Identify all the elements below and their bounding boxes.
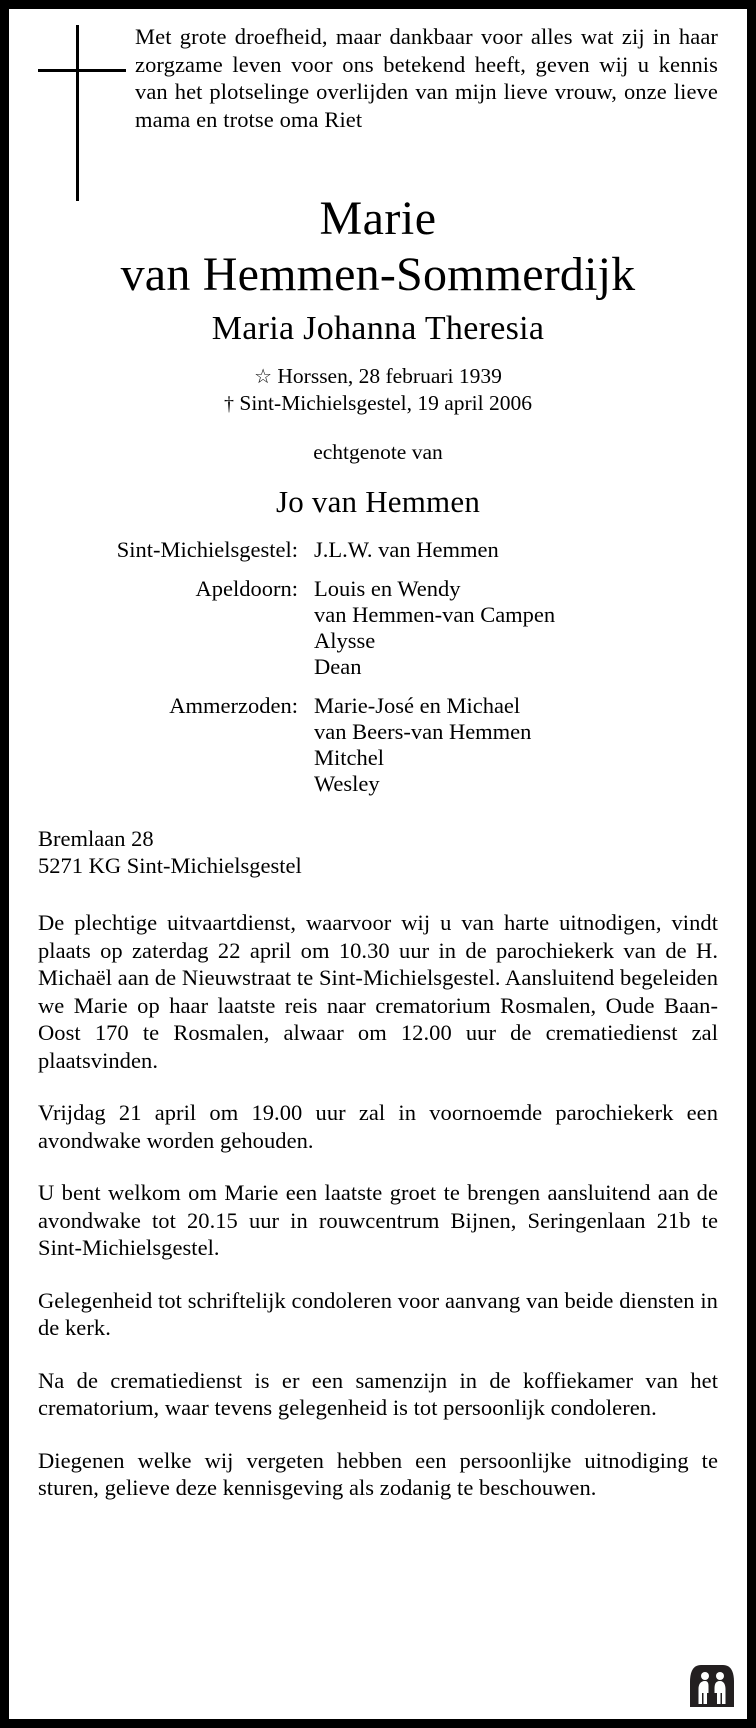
correspondence-address (38, 825, 718, 879)
family-person: Louis en Wendy (314, 576, 461, 601)
paragraph-visitation: U bent welkom om Marie een laatste groet te brengen aansluitend aan de avondwake tot 20.15 uur in rouwcentrum Bijnen, Seringenlaan 21b te Sint-Michielsgestel. (38, 1180, 718, 1260)
dagger-icon: † (224, 393, 234, 415)
family-list (38, 537, 718, 797)
family-city: Ammerzoden: (169, 693, 298, 718)
family-person: Mitchel (314, 745, 384, 770)
family-list-body (38, 537, 718, 797)
spouse-label: echtgenote van (313, 440, 443, 464)
family-person: Wesley (314, 771, 380, 796)
paragraph-general-invitation: Diegenen welke wij vergeten hebben een persoonlijke uitnodiging te sturen, gelieve deze kennisgeving als zodanig te beschouwen. (38, 1447, 718, 1500)
family-people (310, 576, 718, 680)
family-person: Alysse (314, 628, 376, 653)
paragraph-gathering: Na de crematiedienst is er een samenzijn in de koffiekamer van het crematorium, waar tevens gelegenheid is tot persoonlijk condoleren. (38, 1367, 718, 1420)
family-city: Apeldoorn: (195, 576, 298, 601)
family-row (38, 576, 718, 680)
intro-paragraph: Met grote droefheid, maar dankbaar voor alles wat zij in haar zorgzame leven voor ons betekend heeft, geven wij u kennis van het plotselinge overlijden van mijn lieve vrouw, onze lieve mama en trotse oma Riet (135, 24, 718, 132)
deceased-first-name: Marie (319, 192, 437, 245)
address-street: Bremlaan 28 (38, 826, 154, 851)
star-icon: ☆ (254, 366, 273, 388)
intro-section (38, 23, 718, 165)
family-person: van Hemmen-van Campen (314, 602, 556, 627)
family-row-spacer (38, 680, 718, 693)
death-line (38, 390, 718, 417)
cross-vertical-bar (76, 25, 79, 201)
funeral-home-logo (689, 1663, 735, 1709)
logo-figure-icon (689, 1663, 735, 1709)
cross-horizontal-bar (38, 69, 126, 72)
paragraph-funeral-service: De plechtige uitvaartdienst, waarvoor wij u van harte uitnodigen, vindt plaats op zaterdag 22 april om 10.30 uur in de parochiekerk van de H. Michaël aan de Nieuwstraat te Sint-Michielsgestel. Aansluitend begeleiden we Marie op haar laatste reis naar crematorium Rosmalen, Oude Baan-Oost 170 te Rosmalen, alwaar om 12.00 uur de crematiedienst zal plaatsvinden. (38, 910, 718, 1073)
cross-icon (38, 25, 130, 201)
family-person: Dean (314, 654, 362, 679)
deceased-full-name: Maria Johanna Theresia (211, 310, 545, 347)
family-people (310, 693, 718, 797)
family-row-spacer (38, 563, 718, 576)
life-dates (38, 363, 718, 417)
spouse-name: Jo van Hemmen (275, 484, 481, 519)
spacer-cell (38, 563, 310, 576)
paragraph-written-condolences: Gelegenheid tot schriftelijk condoleren voor aanvang van beide diensten in de kerk. (38, 1287, 718, 1340)
spacer-cell (38, 680, 310, 693)
paragraph-avondwake: Vrijdag 21 april om 19.00 uur zal in voornoemde parochiekerk een avondwake worden gehouden. (38, 1100, 718, 1153)
family-person: van Beers-van Hemmen (314, 719, 532, 744)
logo-badge-shape (690, 1665, 734, 1707)
logo-head-right (716, 1672, 724, 1680)
deceased-surname: van Hemmen-Sommerdijk (120, 248, 636, 301)
address-city: 5271 KG Sint-Michielsgestel (38, 853, 302, 878)
birth-line (38, 363, 718, 390)
family-person: J.L.W. van Hemmen (314, 537, 499, 562)
logo-head-left (701, 1672, 709, 1680)
family-city: Sint-Michielsgestel: (116, 537, 298, 562)
notice-inner (9, 9, 747, 1719)
spacer-cell (310, 563, 718, 576)
family-row (38, 537, 718, 563)
spacer-cell (310, 680, 718, 693)
family-person: Marie-José en Michael (314, 693, 521, 718)
family-people (310, 537, 718, 563)
birth-place-date: Horssen, 28 februari 1939 (277, 364, 502, 388)
death-place-date: Sint-Michielsgestel, 19 april 2006 (239, 391, 532, 415)
family-row (38, 693, 718, 797)
